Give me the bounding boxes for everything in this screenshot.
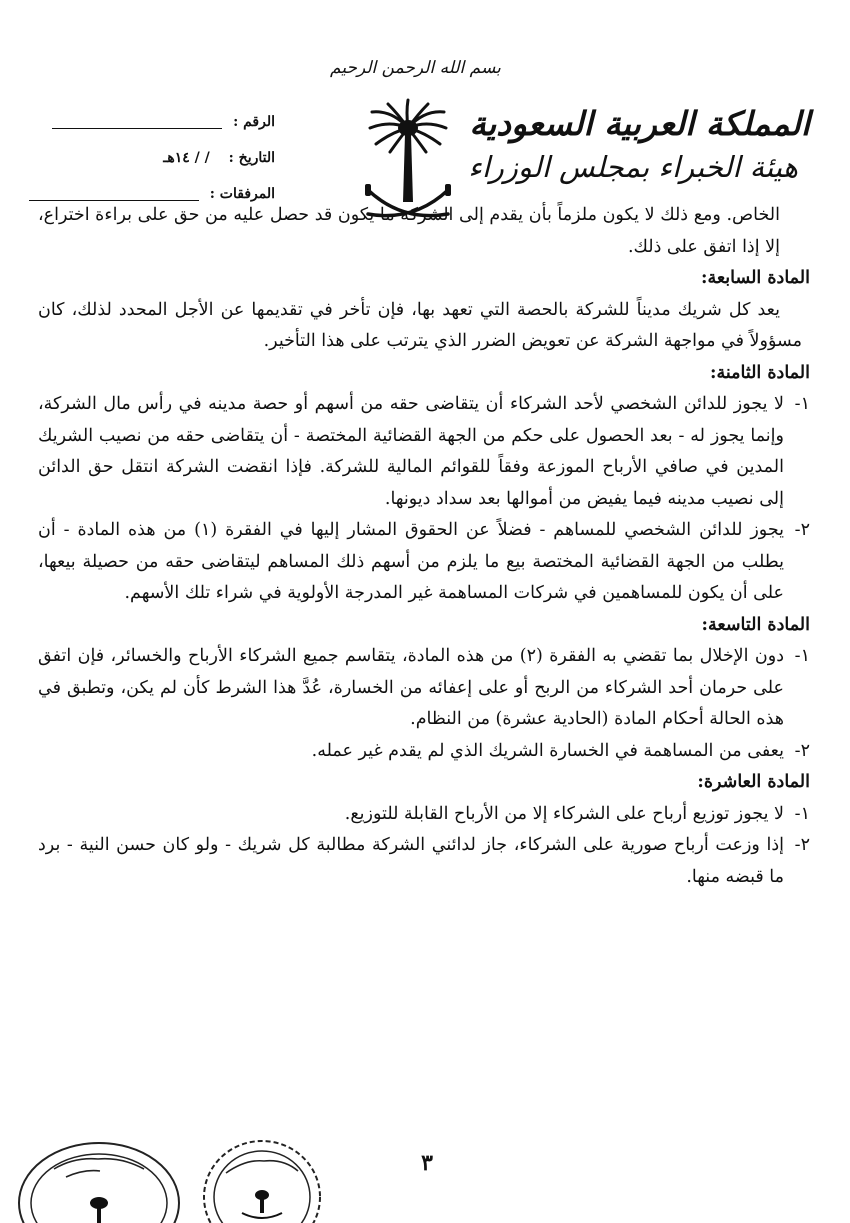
date-label: التاريخ : <box>228 150 275 166</box>
article-10-heading: المادة العاشرة: <box>697 772 810 792</box>
article-7-heading: المادة السابعة: <box>701 268 810 288</box>
list-item <box>38 830 810 893</box>
continuation-paragraph: الخاص. ومع ذلك لا يكون ملزماً بأن يقدم إلى الشركة ما يكون قد حصل عليه من حق على براءة اختراع، إلا إذا اتفق على ذلك. <box>38 205 780 257</box>
article-7-text: يعد كل شريك مديناً للشركة بالحصة التي تعهد بها، فإن تأخر في تقديمها عن الأجل المحدد لذلك، كان مسؤولاً في مواجهة الشركة عن تعويض الضرر الذي يترتب على هذا التأخير. <box>38 299 802 351</box>
attachments-label: المرفقات : <box>209 186 275 202</box>
item-number: ٢- <box>794 520 810 540</box>
item-number: ٢- <box>794 740 810 761</box>
article-8-heading: المادة الثامنة: <box>709 362 810 383</box>
number-label: الرقم : <box>233 114 275 130</box>
agency-name: هيئة الخبراء بمجلس الوزراء <box>468 150 798 184</box>
attachments-line <box>29 188 199 201</box>
number-field <box>20 112 275 132</box>
list-item <box>38 736 810 768</box>
list-item <box>38 389 810 515</box>
official-seal-icon <box>14 1133 184 1223</box>
item-text: لا يجوز توزيع أرباح على الشركاء إلا من الأرباح القابلة للتوزيع. <box>344 803 784 824</box>
date-value: / / ١٤هـ <box>163 150 210 166</box>
page-number: ٣ <box>421 1150 433 1176</box>
basmala: بسم الله الرحمن الرحيم <box>330 58 501 78</box>
number-line <box>52 116 222 129</box>
list-item <box>38 641 810 736</box>
item-number: ١- <box>794 646 810 666</box>
date-field <box>20 148 275 168</box>
item-text: يجوز للدائن الشخصي للمساهم - فضلاً عن الحقوق المشار إليها في الفقرة (١) من هذه المادة - أن يطلب من الجهة القضائية المختصة بيع ما يلزم من أسهم ذلك المساهم ليتقاضى حقه من حصيلة بيعها، على أن يكون للمساهمين في شركات المساهمة غير المدرجة الأولوية في شراء تلك الأسهم. <box>38 520 785 603</box>
item-text: إذا وزعت أرباح صورية على الشركاء، جاز لدائني الشركة مطالبة كل شريك - ولو كان حسن النية - برد ما قبضه منها. <box>38 835 784 887</box>
item-text: يعفى من المساهمة في الخسارة الشريك الذي لم يقدم غير عمله. <box>311 740 784 761</box>
item-number: ١- <box>794 803 810 824</box>
list-item <box>38 799 810 831</box>
document-body <box>38 200 810 1130</box>
article-9-heading: المادة التاسعة: <box>701 614 810 635</box>
kingdom-name: المملكة العربية السعودية <box>469 104 810 143</box>
official-seal-icon <box>198 1133 326 1223</box>
item-text: دون الإخلال بما تقضي به الفقرة (٢) من هذه المادة، يتقاسم جميع الشركاء الأرباح والخسائر، فإن اتفق على حرمان أحد الشركاء من الربح أو على إعفائه من الخسارة، عُدَّ هذا الشرط كأن لم يكن، وتطبق في هذه الحالة أحكام المادة (الحادية عشرة) من النظام. <box>38 646 784 729</box>
item-number: ٢- <box>794 835 810 855</box>
list-item <box>38 515 810 610</box>
item-text: لا يجوز للدائن الشخصي لأحد الشركاء أن يتقاضى حقه من أسهم أو حصة مدينه في رأس مال الشركة، وإنما يجوز له - بعد الحصول على حكم من الجهة القضائية المختصة - أن يتقاضى حقه من نصيب الشريك المدين في صافي الأرباح الموزعة وفقاً للقوائم المالية للشركة. فإذا انقضت الشركة انتقل حق الدائن إلى نصيب مدينه فيما يفيض من أموالها بعد سداد ديونها. <box>38 394 784 509</box>
item-number: ١- <box>794 394 810 414</box>
